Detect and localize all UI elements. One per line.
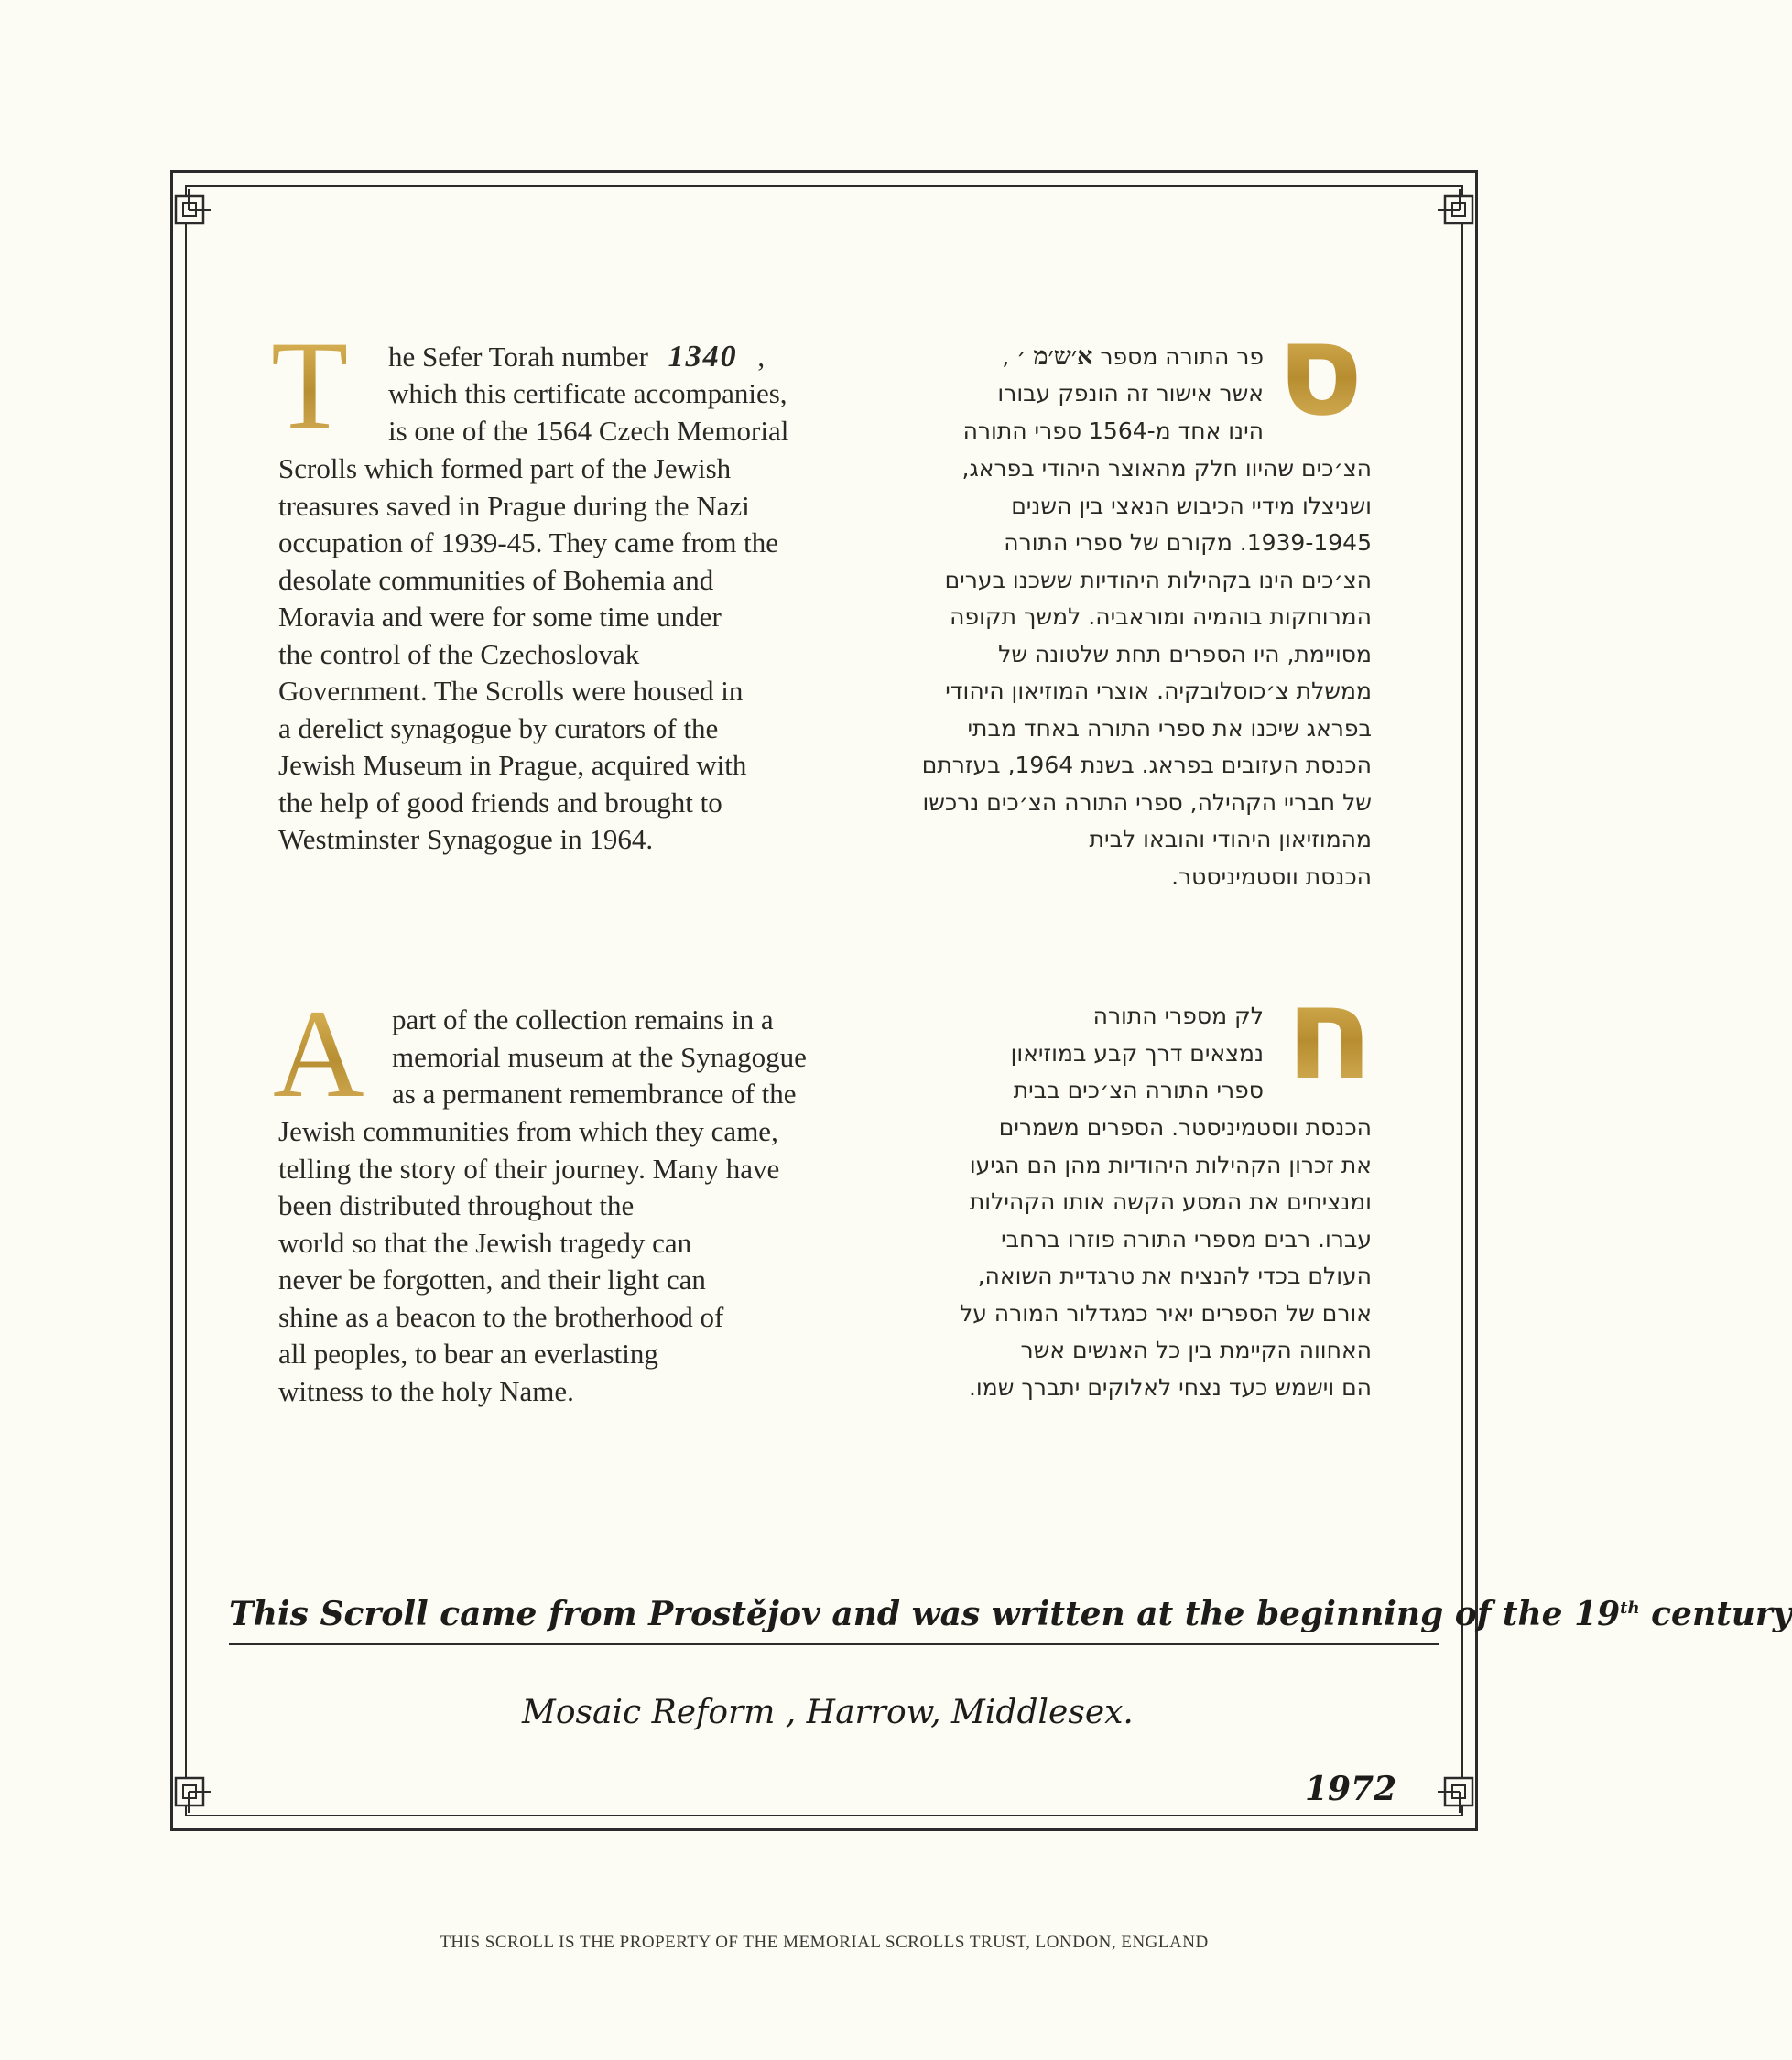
english-intro-indented <box>388 375 788 450</box>
hebrew-second-line: ספרי התורה הצ׳כים בבית <box>1013 1077 1264 1103</box>
english-intro-first-line <box>388 339 765 376</box>
dropcap-t: T <box>271 315 349 455</box>
hebrew-intro-line: הינו אחד מ-1564 ספרי התורה <box>962 417 1264 444</box>
certificate-frame-inner <box>185 185 1463 1816</box>
hebrew-second-line: עברו. רבים מספרי התורה פוזרו ברחבי <box>1001 1225 1372 1252</box>
hebrew-intro-line: מסויימת, היו הספרים תחת שלטונה של <box>998 640 1372 667</box>
hebrew-intro-first-line <box>1002 339 1264 376</box>
hebrew-intro-line: בפראג שיכנו את ספרי התורה באחד מבתי <box>967 714 1372 742</box>
corner-ornament-bottom-left <box>170 1773 229 1831</box>
hebrew-intro-first-line-trail: ׳ , <box>1002 343 1026 370</box>
hebrew-second-indented <box>1011 998 1264 1110</box>
hebrew-second-line: לק מספרי התורה <box>1092 1003 1264 1029</box>
hebrew-intro-line: מהמוזיאון היהודי והובאו לבית <box>1089 826 1372 852</box>
english-second-line: shine as a beacon to the brotherhood of <box>278 1300 724 1333</box>
hebrew-second-line: נמצאים דרך קבע במוזיאון <box>1010 1039 1264 1067</box>
intro-first-line-trail: , <box>757 341 766 373</box>
hebrew-intro-line: 1939-1945. מקורם של ספרי התורה <box>1004 529 1372 556</box>
hebrew-intro-line: הכנסת העזובים בפראג. בשנת 1964, בעזרתם <box>921 752 1372 778</box>
english-second-indented <box>392 1002 807 1113</box>
hebrew-second-line: הכנסת ווסטמיניסטר. הספרים משמרים <box>998 1114 1372 1141</box>
hebrew-intro-line: הצ׳כים שהיוו חלק מהאוצר היהודי בפראג, <box>961 455 1372 482</box>
origin-text: This Scroll came from Prostějov and was written at the beginning of the 19 <box>229 1595 1621 1633</box>
english-second-body <box>278 1113 779 1410</box>
english-intro-line: Westminster Synagogue in 1964. <box>278 823 654 855</box>
torah-number: 1340 <box>668 340 738 374</box>
english-second-line: Jewish communities from which they came, <box>278 1115 778 1147</box>
dropcap-a: A <box>273 983 364 1123</box>
english-intro-line: the control of the Czechoslovak <box>278 637 640 670</box>
hebrew-intro-indented <box>963 375 1264 450</box>
hebrew-intro-line: ושניצלו מידיי הכיבוש הנאצי בין השנים <box>1011 492 1372 519</box>
hebrew-intro-line: הכנסת ווסטמיניסטר. <box>1171 862 1372 890</box>
hebrew-intro-line: של חבריי הקהילה, ספרי התורה הצ׳כים נרכשו <box>922 788 1372 816</box>
corner-ornament-top-right <box>1419 170 1478 229</box>
hebrew-second-body <box>960 1110 1372 1406</box>
hebrew-second-line: ומנציחים את המסע הקשה אותו הקהילות <box>969 1188 1372 1215</box>
english-second-line: all peoples, to bear an everlasting <box>278 1338 658 1370</box>
hebrew-second-line: הם וישמש כעד נצחי לאלוקים יתברך שמו. <box>968 1373 1372 1401</box>
english-intro-line: Jewish Museum in Prague, acquired with <box>278 749 747 781</box>
hebrew-second-line: העולם בכדי להנציח את טרגדיית השואה, <box>977 1263 1372 1289</box>
english-second-line: telling the story of their journey. Many have <box>278 1152 780 1185</box>
origin-text-end: century <box>1651 1595 1792 1633</box>
intro-first-line-text: he Sefer Torah number <box>388 341 648 373</box>
english-second-line: memorial museum at the Synagogue <box>392 1040 807 1073</box>
ownership-footer: THIS SCROLL IS THE PROPERTY OF THE MEMORIAL SCROLLS TRUST, LONDON, ENGLAND <box>440 1933 1209 1952</box>
english-second-line: never be forgotten, and their light can <box>278 1263 706 1296</box>
english-intro-line: Government. The Scrolls were housed in <box>278 675 744 707</box>
corner-ornament-top-left <box>170 170 229 229</box>
congregation-name: Mosaic Reform , Harrow, Middlesex. <box>522 1694 1134 1731</box>
certificate-year: 1972 <box>1305 1770 1397 1808</box>
origin-superscript: th <box>1620 1599 1640 1618</box>
dropcap-samekh: ס <box>1276 296 1364 445</box>
hebrew-intro-line: אשר אישור זה הונפק עבורו <box>997 380 1264 407</box>
scroll-origin-line <box>229 1595 1792 1633</box>
dropcap-chet: ח <box>1286 960 1374 1109</box>
hebrew-second-line: אורם של הספרים יאיר כמגדלור המורה על <box>960 1299 1372 1327</box>
english-second-line: been distributed throughout the <box>278 1189 635 1221</box>
english-intro-line: a derelict synagogue by curators of the <box>278 711 719 744</box>
english-second-line: witness to the holy Name. <box>278 1374 574 1407</box>
hebrew-second-line: האחווה הקיימת בין כל האנשים אשר <box>1020 1337 1372 1363</box>
origin-underline <box>229 1643 1439 1645</box>
english-intro-line: Scrolls which formed part of the Jewish <box>278 452 732 484</box>
corner-ornament-bottom-right <box>1419 1773 1478 1831</box>
hebrew-intro-first-line-text: פר התורה מספר <box>1100 343 1264 370</box>
english-intro-line: the help of good friends and brought to <box>278 786 722 819</box>
english-intro-line: is one of the 1564 Czech Memorial <box>388 414 789 447</box>
hebrew-intro-line: המרוחקות בוהמיה ומוראביה. למשך תקופה <box>950 603 1372 630</box>
english-intro-line: Moravia and were for some time under <box>278 601 722 633</box>
english-intro-body <box>278 450 778 859</box>
english-intro-line: which this certificate accompanies, <box>388 377 787 409</box>
english-intro-line: occupation of 1939-45. They came from the <box>278 526 779 558</box>
english-intro-line: treasures saved in Prague during the Nazi <box>278 489 750 522</box>
hebrew-intro-line: ממשלת צ׳כוסלובקיה. אוצרי המוזיאון היהודי <box>945 678 1372 704</box>
hebrew-second-line: את זכרון הקהילות היהודיות מהן הם הגיעו <box>969 1151 1372 1178</box>
hebrew-torah-number: א׳ש׳מ <box>1033 342 1093 371</box>
english-second-line: part of the collection remains in a <box>392 1003 774 1035</box>
english-second-line: world so that the Jewish tragedy can <box>278 1226 692 1259</box>
english-second-line: as a permanent remembrance of the <box>392 1078 797 1110</box>
english-intro-line: desolate communities of Bohemia and <box>278 563 714 596</box>
hebrew-intro-body <box>922 450 1372 895</box>
hebrew-intro-line: הצ׳כים הינו בקהילות היהודיות ששכנו בערים <box>944 566 1372 593</box>
